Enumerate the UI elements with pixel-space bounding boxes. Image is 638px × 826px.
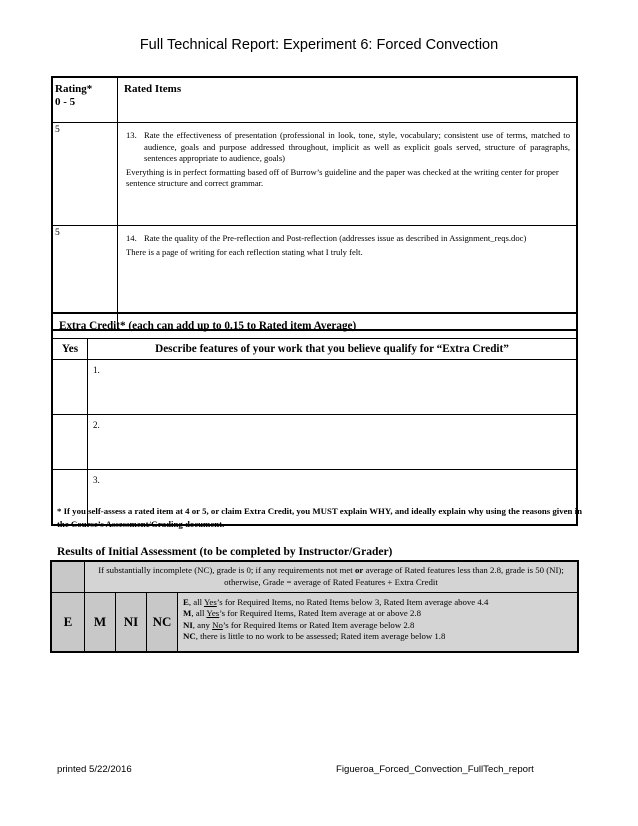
grade-e[interactable]: E bbox=[51, 593, 85, 653]
rating-header-line2: 0 - 5 bbox=[55, 96, 76, 108]
grade-def-text: ’s for Required Items or Rated Item average below 2.8 bbox=[222, 619, 415, 630]
grade-def-text: , all bbox=[191, 608, 207, 619]
self-assess-footnote: * If you self-assess a rated item at 4 or 5, or claim Extra Credit, you MUST explain WHY, and ideally explain why using the reasons given in the Course’s Assessment/Grading document. bbox=[57, 506, 582, 529]
grade-def-text: , all bbox=[188, 597, 204, 607]
rating-header bbox=[52, 77, 118, 123]
rated-items-header bbox=[52, 77, 577, 123]
rated-item-response[interactable]: Everything is in perfect formatting based off of Burrow’s guideline and the paper was checked at the writing center for proper sentence structure and correct grammar. bbox=[126, 166, 559, 188]
extra-credit-description[interactable]: 3. bbox=[88, 470, 578, 526]
footer-print-date: printed 5/22/2016 bbox=[57, 764, 132, 775]
rated-item-question-text: Rate the effectiveness of presentation (professional in look, tone, style, vocabulary; consistent use of terms, matched to audience, goals and purpose addressed throughout, implicit as well as explicit goals served, structure of paragraphs, sentences appropriate to audience, goals) bbox=[144, 130, 570, 163]
grade-def-text: , any bbox=[192, 619, 213, 630]
page-title: Full Technical Report: Experiment 6: Forced Convection bbox=[139, 37, 499, 53]
rating-header-line1: Rating* bbox=[55, 83, 93, 95]
results-table bbox=[50, 560, 579, 653]
rated-item-cell bbox=[118, 123, 578, 226]
extra-credit-description[interactable]: 1. bbox=[88, 360, 578, 415]
rated-item-question bbox=[126, 233, 570, 245]
rated-item-number: 14. bbox=[126, 233, 137, 243]
rated-item-number: 13. bbox=[126, 130, 137, 140]
rating-value[interactable]: 5 bbox=[52, 123, 118, 226]
footer-filename: Figueroa_Forced_Convection_FullTech_report bbox=[336, 764, 534, 775]
grade-def-e bbox=[183, 597, 572, 608]
grade-def-ni bbox=[183, 620, 572, 631]
grade-def-text: ’s for Required Items, no Rated Items below 3, Rated Item average above 4.4 bbox=[216, 597, 489, 607]
grade-m[interactable]: M bbox=[85, 593, 116, 653]
results-title: Results of Initial Assessment (to be completed by Instructor/Grader) bbox=[57, 546, 393, 558]
grade-def-underline: Yes bbox=[206, 608, 220, 619]
yes-column-header: Yes bbox=[52, 339, 88, 360]
condition-text-1: If substantially incomplete (NC), grade is 0; if any requirements not met bbox=[98, 565, 355, 575]
grade-def-underline: No bbox=[212, 619, 223, 630]
grade-ni[interactable]: NI bbox=[116, 593, 147, 653]
extra-credit-table bbox=[51, 312, 578, 526]
results-condition-row bbox=[51, 561, 578, 593]
extra-credit-title-row bbox=[52, 313, 577, 339]
grade-def-code: NI bbox=[183, 619, 193, 630]
rated-item-row bbox=[52, 123, 577, 226]
describe-column-header: Describe features of your work that you believe qualify for “Extra Credit” bbox=[88, 339, 578, 360]
condition-text-2: average of Rated features less than 2.8, grade is 50 (NI); otherwise, Grade = average of Rated Features + Extra Credit bbox=[224, 565, 564, 587]
extra-credit-title: Extra Credit* (each can add up to 0.15 to Rated item Average) bbox=[52, 313, 577, 339]
grade-def-text: ’s for Required Items, Rated Item average at or above 2.8 bbox=[219, 608, 421, 619]
grade-def-m bbox=[183, 608, 572, 619]
extra-credit-header-row bbox=[52, 339, 577, 360]
extra-credit-row bbox=[52, 415, 577, 470]
rating-value[interactable]: 5 bbox=[52, 226, 118, 331]
rated-item-question bbox=[126, 130, 570, 165]
grade-definitions bbox=[178, 593, 579, 653]
rated-items-table bbox=[51, 76, 578, 331]
rated-item-response[interactable]: There is a page of writing for each reflection stating what I truly felt. bbox=[126, 246, 363, 257]
grade-def-nc bbox=[183, 631, 572, 642]
results-blank-cell bbox=[51, 561, 85, 593]
grade-def-text: , there is little to no work to be assessed; Rated item average below 1.8 bbox=[195, 631, 446, 642]
grade-nc[interactable]: NC bbox=[147, 593, 178, 653]
grade-def-code: E bbox=[183, 597, 189, 607]
grade-def-code: NC bbox=[183, 631, 196, 642]
rated-items-header-label: Rated Items bbox=[118, 77, 578, 123]
grade-def-code: M bbox=[183, 608, 192, 619]
extra-credit-yes-cell[interactable] bbox=[52, 415, 88, 470]
extra-credit-yes-cell[interactable] bbox=[52, 360, 88, 415]
rated-item-question-text: Rate the quality of the Pre-reflection and Post-reflection (addresses issue as described in Assignment_reqs.doc) bbox=[144, 233, 527, 243]
extra-credit-row bbox=[52, 360, 577, 415]
condition-or: or bbox=[354, 565, 364, 575]
results-condition bbox=[85, 561, 579, 593]
results-grade-row bbox=[51, 593, 578, 653]
extra-credit-description[interactable]: 2. bbox=[88, 415, 578, 470]
grade-def-underline: Yes bbox=[203, 597, 217, 607]
